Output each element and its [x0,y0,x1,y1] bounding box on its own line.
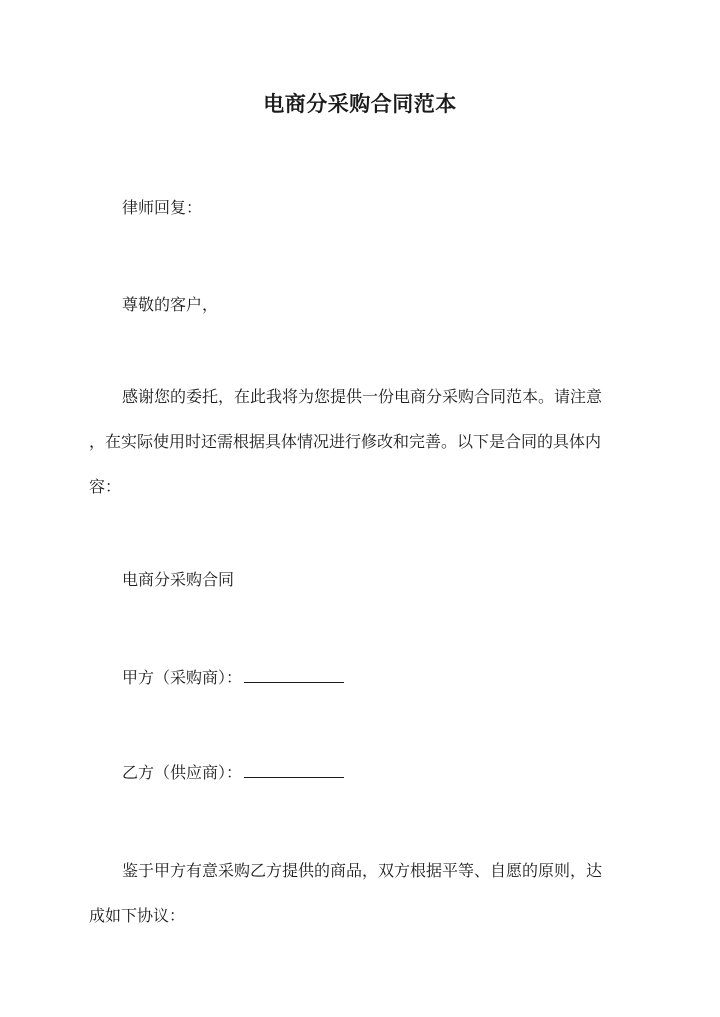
party-b-label: 乙方（供应商）： [122,763,243,782]
party-a-label: 甲方（采购商）： [122,668,243,687]
party-b-blank-line[interactable] [244,763,344,778]
party-b-paragraph [89,750,631,795]
intro-paragraph [89,374,631,509]
document-title: 电商分采购合同范本 [263,91,457,116]
greeting-text: 尊敬的客户， [122,295,219,314]
agreement-line-1: 鉴于甲方有意采购乙方提供的商品，双方根据平等、自愿的原则，达 [122,861,603,880]
contract-heading-paragraph [89,557,631,602]
contract-heading: 电商分采购合同 [122,570,235,589]
party-a-paragraph [89,655,631,700]
intro-line-3: 容： [89,477,122,496]
greeting-paragraph [89,282,631,327]
lawyer-reply-paragraph [89,185,631,230]
intro-line-1: 感谢您的委托，在此我将为您提供一份电商分采购合同范本。请注意 [122,387,603,406]
intro-line-2: ，在实际使用时还需根据具体情况进行修改和完善。以下是合同的具体内 [89,432,602,451]
agreement-line-2: 成如下协议： [89,906,186,925]
lawyer-reply-text: 律师回复： [122,198,203,217]
party-a-blank-line[interactable] [244,668,344,683]
agreement-paragraph [89,848,631,938]
